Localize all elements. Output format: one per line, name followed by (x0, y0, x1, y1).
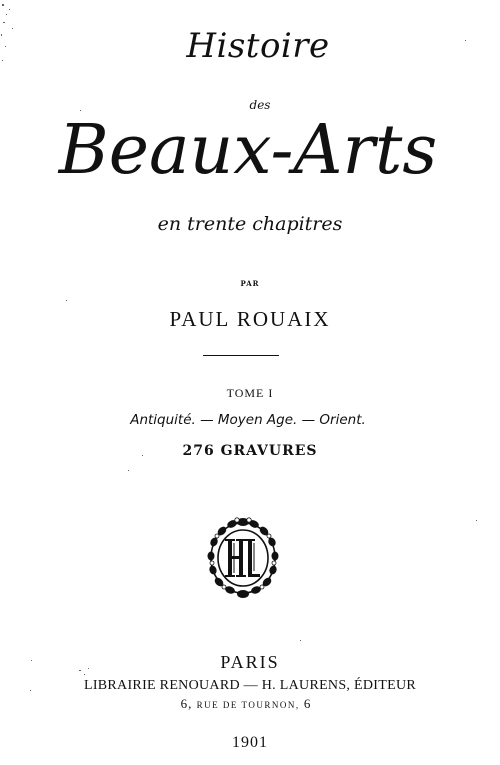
address-street: RUE DE TOURNON, (196, 700, 300, 710)
author-name: PAUL ROUAIX (169, 307, 331, 331)
volume-label: TOME I (226, 386, 274, 400)
divider-rule (203, 355, 279, 356)
title-line-histoire: Histoire (186, 26, 330, 66)
imprint-address (0, 696, 496, 713)
title-line-des: des (249, 98, 271, 112)
periods-line: Antiquité. — Moyen Age. — Orient. (130, 412, 366, 428)
address-number-start: 6, (180, 696, 193, 711)
by-label: PAR (240, 279, 260, 288)
address-number-end: 6 (303, 696, 312, 711)
imprint-publisher: LIBRAIRIE RENOUARD — H. LAURENS, ÉDITEUR (83, 678, 417, 693)
imprint-city: PARIS (220, 652, 280, 672)
imprint-year: 1901 (232, 734, 268, 751)
subtitle: en trente chapitres (157, 213, 343, 235)
engravings-count: 276 GRAVURES (182, 443, 318, 459)
publisher-monogram-wreath-icon (203, 512, 283, 600)
title-line-beaux-arts: Beaux-Arts (58, 111, 438, 190)
